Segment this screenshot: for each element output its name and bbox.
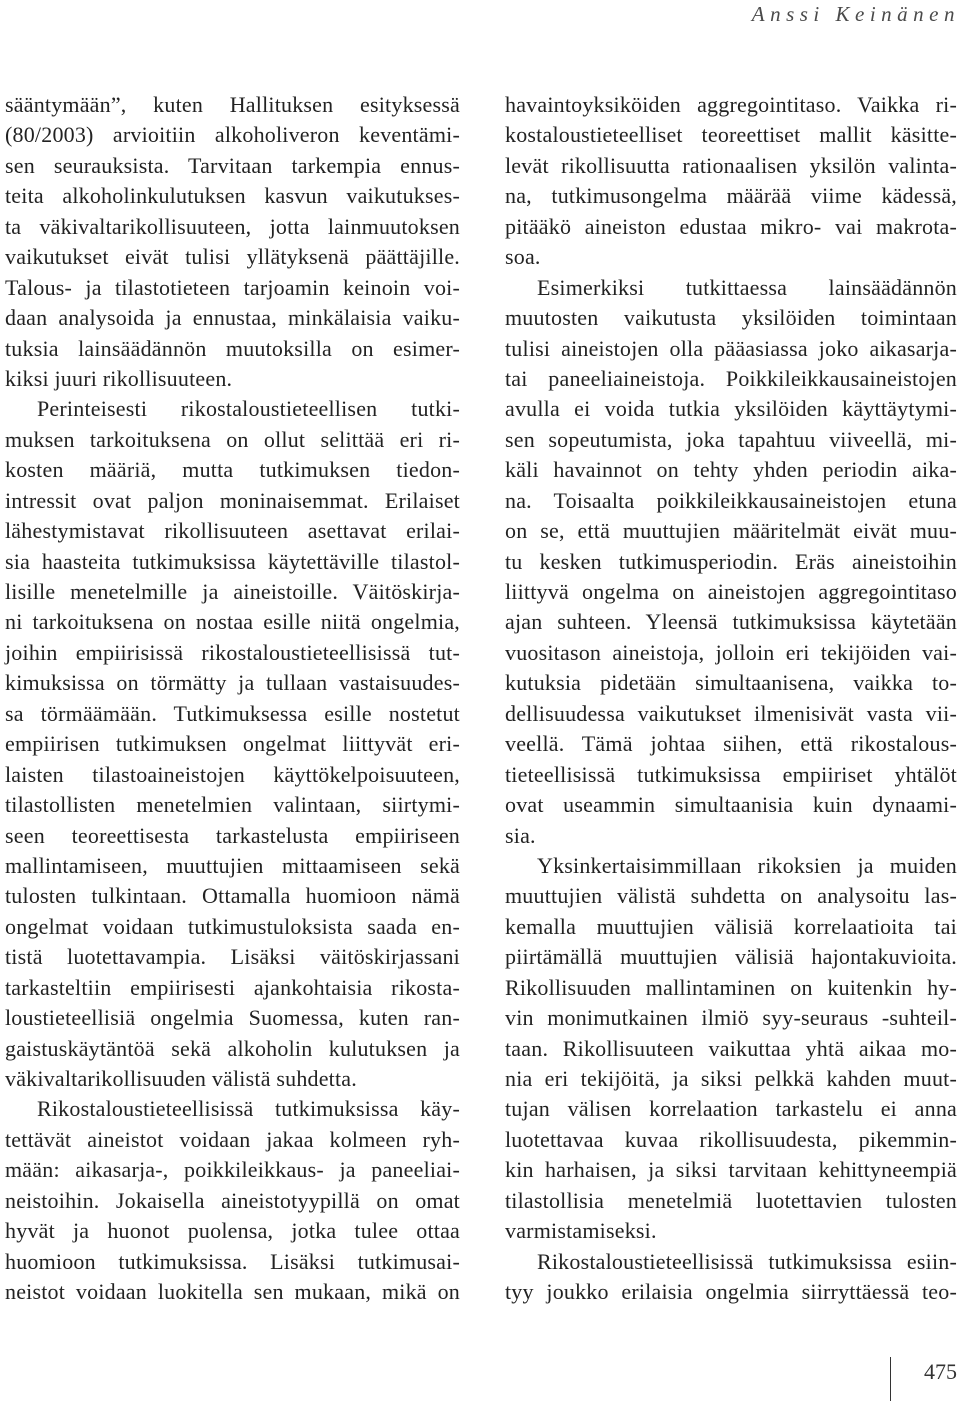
text-line: tyy joukko erilaisia ongelmia siirryttäessä teo- (505, 1279, 957, 1305)
text-line: Rikostaloustieteellisissä tutkimuksissa esiin- (537, 1248, 957, 1274)
text-line: Rikostaloustieteellisissä tutkimuksissa käy- (37, 1096, 460, 1122)
text-line: liittyvä ongelma on aineistojen aggregointitaso (505, 579, 957, 604)
text-line: sen sopeutumista, joka tapahtuu viiveellä, mi- (505, 426, 957, 452)
text-line: pitääkö aineiston edustaa mikro- vai makrota- (505, 213, 957, 239)
text-line: sääntymään”, kuten Hallituksen esityksessä (5, 92, 460, 117)
text-line: lähestymistavat rikollisuuteen asettavat erilai- (5, 518, 460, 544)
paragraph (505, 273, 957, 851)
text-line: joihin empiirisissä rikostaloustieteellisissä tut- (5, 639, 460, 665)
text-line: kemalla muuttujien välisiä korrelaatioita tai (505, 913, 957, 939)
text-line: luotettavaa kuvaa rikollisuudesta, pikemmin- (505, 1126, 957, 1152)
text-line: Yksinkertaisimmillaan rikoksien ja muiden (537, 852, 957, 878)
text-line: gaistuskäytäntöä sekä alkoholin kulutuksen ja (5, 1035, 460, 1061)
text-line: sen seurauksista. Tarvitaan tarkempia ennus- (5, 152, 460, 178)
text-line: empiirisen tutkimuksen ongelmat liittyvät eri- (5, 731, 460, 757)
text-line: muuttujien välistä suhdetta on analysoitu las- (505, 883, 957, 909)
text-line: Talous- ja tilastotieteen tarjoamin keinoin voi- (5, 274, 460, 300)
text-line: tettävät aineistot voidaan jakaa kolmeen ryh- (5, 1126, 460, 1152)
text-line: kimuksissa on törmätty ja tullaan vastaisuudes- (5, 670, 460, 696)
text-line: tu kesken tutkimusperiodin. Eräs aineistoihin (505, 548, 957, 574)
text-line: (80/2003) arvioitiin alkoholiveron keventämi- (5, 122, 460, 148)
text-line: Perinteisesti rikostaloustieteellisen tutki- (37, 396, 460, 422)
paragraph (505, 90, 957, 273)
text-line: levät rikollisuutta rationaalisen yksilön valinta- (505, 152, 957, 178)
text-line: nia eri tekijöitä, ja siksi pelkkä kahden muut- (505, 1066, 957, 1091)
text-line: tuksia lainsäädännön muutoksilla on esimer- (5, 335, 460, 361)
text-line: soa. (505, 244, 541, 270)
text-line: laisten tilastoaineistojen käyttökelpoisuuteen, (5, 761, 460, 787)
paragraph (505, 1247, 957, 1308)
text-line: na, tutkimusongelma määrää viime kädessä, (505, 183, 957, 209)
text-line: ni tarkoituksena on nostaa esille niitä ongelmia, (5, 609, 460, 635)
text-line: tulosten tulkintaan. Ottamalla huomioon nämä (5, 883, 460, 909)
text-line: neistoihin. Jokaisella aineistotyypillä on omat (5, 1187, 460, 1213)
text-line: mään: aikasarja-, poikkileikkaus- ja paneeliai- (5, 1157, 460, 1183)
text-line: tarkasteltiin empiirisesti ajankohtaisia rikosta- (5, 974, 460, 1000)
text-line: Rikollisuuden mallintaminen on kuitenkin hy- (505, 974, 957, 1000)
text-line: tulisi aineistojen olla pääasiassa joko aikasarja- (505, 335, 957, 361)
text-line: Esimerkiksi tutkittaessa lainsäädännön (537, 274, 957, 300)
text-line: seen teoreettisesta tarkastelusta empiiriseen (5, 822, 460, 848)
text-line: väkivaltarikollisuuden välistä suhdetta. (5, 1066, 357, 1091)
text-line: käli havainnot on tehty yhden periodin aika- (505, 457, 957, 483)
text-line: kosten määriä, mutta tutkimuksen tiedon- (5, 457, 460, 483)
running-head-author: Anssi Keinänen (751, 2, 960, 26)
text-line: tilastollisia menetelmiä luotettavien tulosten (505, 1187, 957, 1213)
text-line: piirtämällä muuttujien välisiä hajontakuvioita. (505, 944, 957, 970)
text-line: vuositason aineistoja, jolloin eri tekijöiden vai- (505, 639, 957, 665)
paragraph (505, 851, 957, 1247)
page-number: 475 (924, 1359, 957, 1384)
text-line: ta väkivaltarikollisuuteen, jotta lainmuutoksen (5, 213, 460, 239)
text-line: kutuksia pidetään simultaanisena, vaikka to- (505, 670, 957, 696)
text-line: mallintamiseen, muuttujien mittaamiseen sekä (5, 852, 460, 878)
text-line: havaintoyksiköiden aggregointitaso. Vaikka ri- (505, 92, 957, 117)
text-line: tujan välisen korrelaation tarkastelu ei anna (505, 1096, 957, 1122)
text-line: tai paneeliaineistoja. Poikkileikkausaineistojen (505, 365, 957, 391)
text-line: huomioon tutkimuksissa. Lisäksi tutkimusai- (5, 1248, 460, 1274)
text-line: daan analysoida ja ennustaa, minkälaisia vaiku- (5, 305, 460, 331)
text-line: kostaloustieteelliset teoreettiset mallit käsitte- (505, 122, 957, 148)
text-line: ovat useammin simultaanisia kuin dynaami- (505, 792, 957, 818)
text-line: avulla ei voida tutkia yksilöiden käyttäytymi- (505, 396, 957, 422)
text-line: sia. (505, 822, 536, 848)
paragraph (5, 394, 460, 1094)
text-line: kiksi juuri rikollisuuteen. (5, 365, 233, 391)
text-line: vaikutukset eivät tulisi yllätyksenä päättäjille. (5, 244, 460, 270)
text-line: neistot voidaan luokitella sen mukaan, mikä on (5, 1279, 460, 1305)
text-line: sia haasteita tutkimuksissa käytettäville tilastol- (5, 548, 460, 574)
text-line: loustieteellisiä ongelmia Suomessa, kuten ran- (5, 1005, 460, 1031)
text-line: intressit ovat paljon moninaisemmat. Erilaiset (5, 487, 460, 513)
text-line: sa törmäämään. Tutkimuksessa esille nostetut (5, 700, 460, 726)
text-line: teita alkoholinkulutuksen kasvun vaikutukses- (5, 183, 460, 209)
text-line: lisille menetelmille ja aineistoille. Väitöskirja- (5, 579, 460, 604)
text-line: varmistamiseksi. (505, 1218, 657, 1244)
text-line: tilastollisten menetelmien valintaan, siirtymi- (5, 792, 460, 818)
text-line: hyvät ja huonot puolensa, jotka tulee ottaa (5, 1218, 460, 1244)
text-line: on se, että muuttujien määritelmät eivät muu- (505, 518, 957, 544)
text-line: dellisuudessa vaikutukset ilmenisivät vasta vii- (505, 700, 957, 726)
text-line: muksen tarkoituksena on ollut selittää eri ri- (5, 426, 460, 452)
left-column (5, 90, 460, 1308)
paragraph (5, 90, 460, 394)
text-line: na. Toisaalta poikkileikkausaineistojen etuna (505, 487, 957, 513)
text-line: ajan suhteen. Yleensä tutkimuksissa käytetään (505, 609, 957, 635)
right-column (505, 90, 957, 1308)
text-line: tistä luotettavampia. Lisäksi väitöskirjassani (5, 944, 460, 970)
text-line: kin harhaisen, ja siksi tarvitaan kehittyneempiä (505, 1157, 957, 1183)
text-line: muutosten vaikutusta yksilöiden toimintaan (505, 305, 957, 331)
text-line: vin monimutkainen ilmiö syy-seuraus -suhteil- (505, 1005, 957, 1031)
text-line: ongelmat voidaan tutkimustuloksista saada en- (5, 913, 460, 939)
text-line: tieteellisissä tutkimuksissa empiiriset yhtälöt (505, 761, 957, 787)
text-line: taan. Rikollisuuteen vaikuttaa yhtä aikaa mo- (505, 1035, 957, 1061)
footer-rule (890, 1357, 891, 1401)
paragraph (5, 1094, 460, 1307)
text-line: veellä. Tämä johtaa siihen, että rikostalous- (505, 731, 957, 757)
